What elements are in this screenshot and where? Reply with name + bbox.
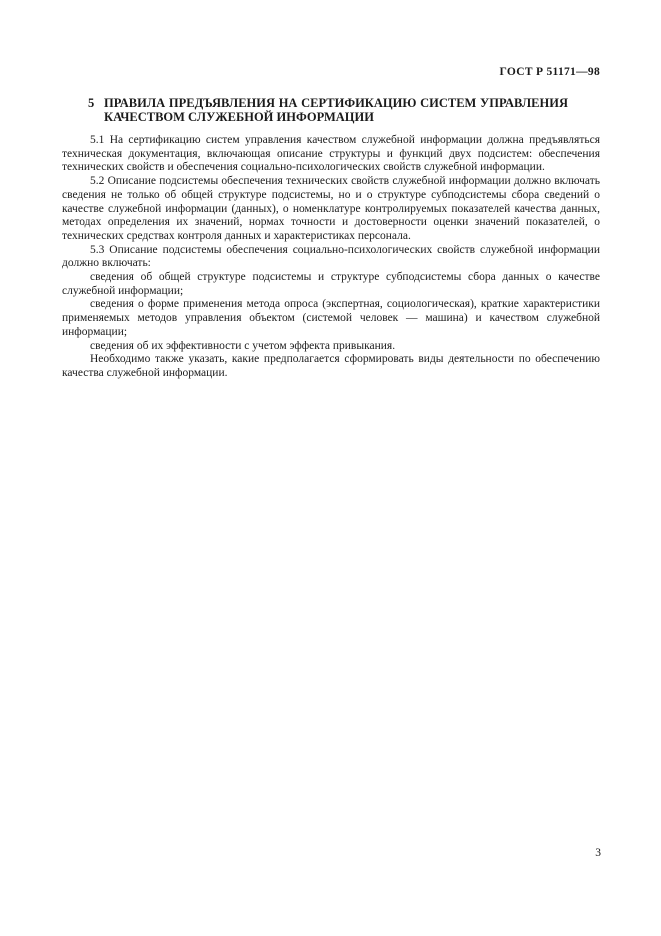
paragraph: 5.2 Описание подсистемы обеспечения технических свойств служебной информации должно включать сведения не только об общей структуре подсистемы, но и о структуре субподсистемы сбора сведений о качестве служебной информации (данных), о номенклатуре контролируемых показателей качества данных, методах определения их значений, нормах точности и достоверности оценки значений показателей, о технических средствах контроля данных и характеристиках персонала. <box>62 175 600 242</box>
section-number: 5 <box>88 96 95 110</box>
page-number: 3 <box>595 847 601 859</box>
paragraph: сведения о форме применения метода опроса (экспертная, социологическая), краткие характеристики применяемых методов управления объектом (системой человек — машина) и качеством служебной информации; <box>62 298 600 338</box>
section-heading <box>88 96 568 124</box>
document-body <box>62 134 600 381</box>
paragraph: сведения об их эффективности с учетом эффекта привыкания. <box>90 339 396 352</box>
section-title: ПРАВИЛА ПРЕДЪЯВЛЕНИЯ НА СЕРТИФИКАЦИЮ СИСТЕМ УПРАВЛЕНИЯ КАЧЕСТВОМ СЛУЖЕБНОЙ ИНФОРМАЦИИ <box>104 96 568 124</box>
paragraph: Необходимо также указать, какие предполагается сформировать виды деятельности по обеспечению качества служебной информации. <box>62 353 600 379</box>
paragraph: 5.3 Описание подсистемы обеспечения социально-психологических свойств служебной информации должно включать: <box>62 243 600 270</box>
paragraph: 5.1 На сертификацию систем управления качеством служебной информации должна предъявляться техническая документация, включающая описание структуры и функций двух подсистем: обеспечения технических свойств и обеспечения социально-психологических свойств служебной информации. <box>62 134 600 174</box>
paragraph: сведения об общей структуре подсистемы и структуре субподсистемы сбора данных о качестве служебной информации; <box>62 271 600 297</box>
document-header-standard-number: ГОСТ Р 51171—98 <box>499 66 600 78</box>
